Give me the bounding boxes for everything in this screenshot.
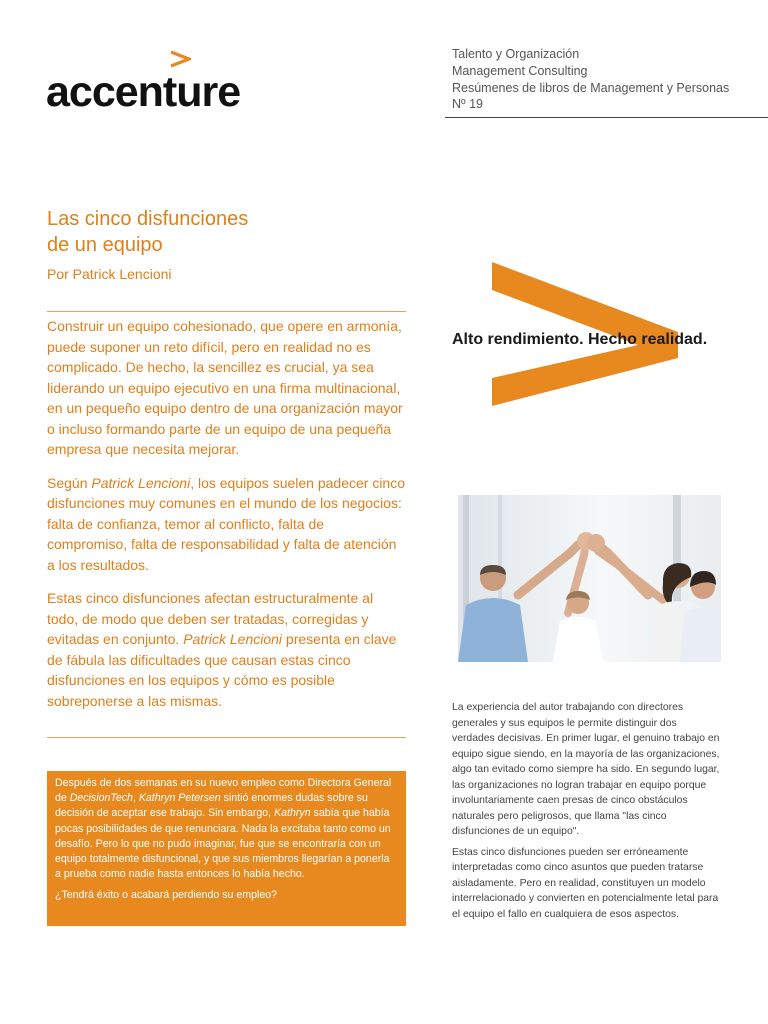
author-name-emphasis: Patrick Lencioni <box>183 631 283 647</box>
header-divider <box>445 117 768 118</box>
header-meta <box>452 46 762 113</box>
callout-paragraph-1 <box>55 776 398 882</box>
intro-bottom-divider <box>47 737 406 738</box>
header-line-practice: Management Consulting <box>452 63 588 78</box>
intro-top-divider <box>47 311 406 312</box>
intro-paragraph-3 <box>47 588 405 711</box>
callout-question: ¿Tendrá éxito o acabará perdiendo su empleo? <box>55 889 278 902</box>
team-photo <box>458 495 721 662</box>
tagline: Alto rendimiento. Hecho realidad. <box>452 331 708 348</box>
article-title <box>47 206 377 258</box>
article-author: Por Patrick Lencioni <box>47 266 172 282</box>
callout-text: Después de dos semanas en su nuevo empleo como Directora General de <box>55 777 392 805</box>
intro-paragraph-1: Construir un equipo cohesionado, que opere en armonía, puede suponer un reto difícil, pero en realidad no es complicado. De hecho, la sencillez es crucial, ya sea liderando un equipo ejecutivo en una firma multinacional, en un pequeño equipo dentro de una organización mayor o incluso formando parte de un equipo de una pequeña empresa que necesita mejorar. <box>47 318 403 457</box>
header-line-number: Nº 19 <box>452 97 483 112</box>
intro-paragraph-2 <box>47 473 405 576</box>
title-line-2: de un equipo <box>47 234 163 256</box>
team-highfive-image <box>458 495 721 662</box>
header-line-area: Talento y Organización <box>452 47 580 61</box>
title-line-1: Las cinco disfunciones <box>47 208 249 230</box>
intro-p3-start: Estas cinco disfunciones afectan estructuralmente al todo, de modo que deben ser tratadas, corregidas y evitadas en conjunto. <box>47 590 374 647</box>
right-column-text <box>452 700 722 927</box>
story-callout-box <box>47 771 406 926</box>
right-paragraph-2: Estas cinco disfunciones pueden ser erróneamente interpretadas como cinco asuntos que pueden tratarse aisladamente. Pero en realidad, constituyen un modelo interrelacionado y convierten en potencialmente letal para el equipo el fallo en cualquiera de esos aspectos. <box>452 846 719 920</box>
header-line-series: Resúmenes de libros de Management y Personas <box>452 80 730 95</box>
intro-p2-end: , los equipos suelen padecer cinco disfunciones muy comunes en el mundo de los negocios: falta de confianza, temor al conflicto, falta de compromiso, falta de responsabilidad y falta de atención a los resultados. <box>47 474 406 573</box>
character-name: Kathryn Petersen <box>138 792 221 805</box>
company-name: DecisionTech <box>69 792 133 805</box>
right-paragraph-1: La experiencia del autor trabajando con directores generales y sus equipos le permite distinguir dos verdades decisivas. En primer lugar, el genuino trabajo en equipo sigue siendo, en la mayoría de las organizaciones, algo tan evitado como siempre ha sido. En segundo lugar, las organizaciones no logran trabajar en equipo porque involuntariamente caen presas de cinco obstáculos naturales pero peligrosos, que llama "las cinco disfunciones de un equipo". <box>452 702 720 837</box>
character-name: Kathryn <box>274 807 311 820</box>
callout-text: , <box>132 792 139 805</box>
intro-p3-end: presenta en clave de fábula las dificultades que causan estas cinco disfunciones en los equipos y cómo es posible sobreponerse a las mismas. <box>47 631 397 709</box>
intro-text <box>47 316 405 724</box>
brand-wordmark: accenture <box>46 68 241 116</box>
intro-p2-start: Según <box>47 474 92 491</box>
callout-text: sabía que había pocas posibilidades de que renunciara. Nada la excitaba tanto como un desafío. Pero lo que no pudo imaginar, fue que se encontraría con un equipo totalmente disfuncional, y que sus miembros llegarían a ponerla a prueba como nadie hasta entonces lo había hecho. <box>55 807 391 881</box>
callout-text: sintió enormes dudas sobre su decisión de aceptar ese trabajo. Sin embargo, <box>55 792 368 820</box>
author-name-emphasis: Patrick Lencioni <box>91 474 191 491</box>
accenture-logo <box>46 48 276 116</box>
